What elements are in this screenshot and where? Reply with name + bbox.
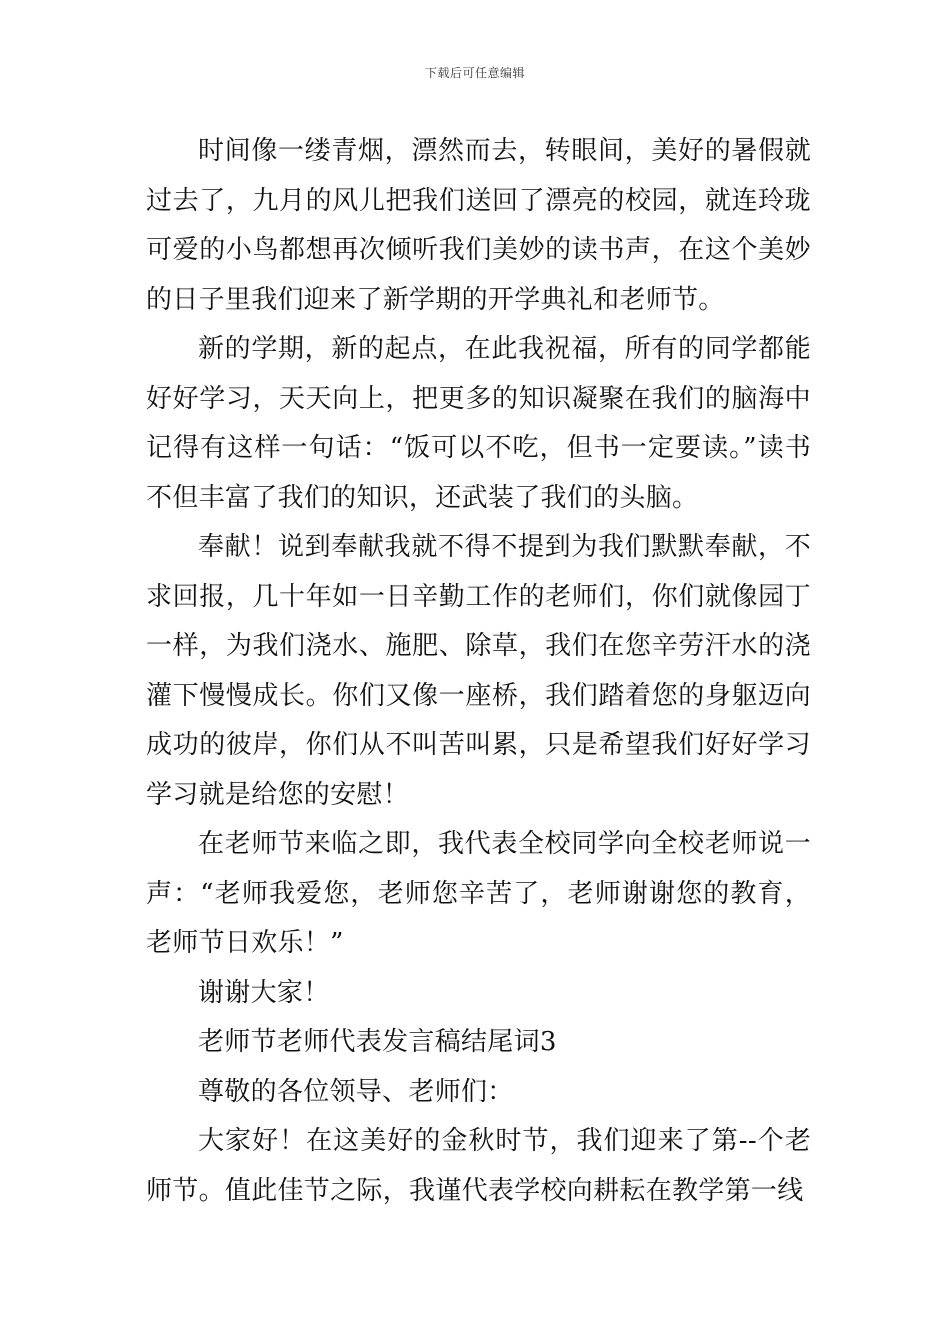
paragraph-teachers-day-greeting: 在老师节来临之即，我代表全校同学向全校老师说一声：“老师我爱您，老师您辛苦了，老师谢谢您的教育，老师节日欢乐！” xyxy=(146,829,811,958)
section-heading: 老师节老师代表发言稿结尾词3 xyxy=(198,1027,557,1057)
paragraph-dedication: 奉献！说到奉献我就不得不提到为我们默默奉献，不求回报，几十年如一日辛勤工作的老师们，你们就像园丁一样，为我们浇水、施肥、除草，我们在您辛劳汗水的浇灌下慢慢成长。你们又像一座桥，我们踏着您的身躯迈向成功的彼岸，你们从不叫苦叫累，只是希望我们好好学习学习就是给您的安慰！ xyxy=(146,532,811,810)
paragraph-opening: 大家好！在这美好的金秋时节，我们迎来了第--个老师节。值此佳节之际，我谨代表学校向耕耘在教学第一线 xyxy=(146,1126,811,1206)
document-body xyxy=(146,127,811,1216)
paragraph-summer-return: 时间像一缕青烟，漂然而去，转眼间，美好的暑假就过去了，九月的风儿把我们送回了漂亮的校园，就连玲珑可爱的小鸟都想再次倾听我们美妙的读书声，在这个美妙的日子里我们迎来了新学期的开学典礼和老师节。 xyxy=(146,136,811,315)
paragraph-new-semester: 新的学期，新的起点，在此我祝福，所有的同学都能好好学习，天天向上，把更多的知识凝聚在我们的脑海中记得有这样一句话：“饭可以不吃，但书一定要读。”读书不但丰富了我们的知识，还武装了我们的头脑。 xyxy=(146,334,811,513)
paragraph-salutation: 尊敬的各位领导、老师们： xyxy=(198,1076,514,1107)
page-header-note: 下载后可任意编辑 xyxy=(424,66,525,80)
paragraph-thanks: 谢谢大家！ xyxy=(198,977,330,1008)
